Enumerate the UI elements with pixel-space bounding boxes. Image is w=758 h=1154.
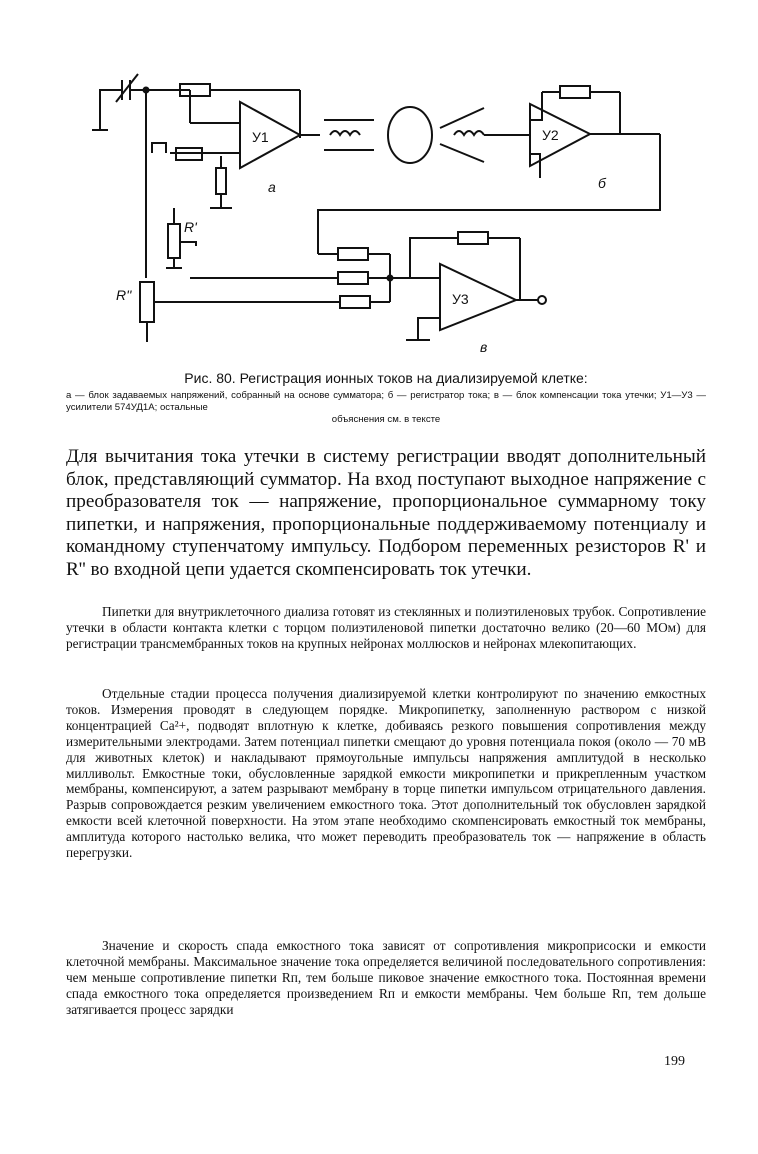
r-prime-label: R' <box>184 219 197 235</box>
intro-paragraph: Для вычитания тока утечки в систему регистрации вводят дополнительный блок, представляющий сумматор. На вход поступают выходное напряжение с преобразователя ток — напряжение, пропорциональное суммарному току пипетки, и напряжения, пропорциональные поддерживаемому потенциалу и командному ступенчатому импульсу. Подбором переменных резисторов R' и R'' во входной цепи удается скомпенсировать ток утечки. <box>66 446 706 580</box>
caption-legend-text: а — блок задаваемых напряжений, собранный на основе сумматора; б — регистратор тока; в — блок компенсации тока утечки; У1—У3 — усилители 574УД1А; остальные <box>66 390 706 413</box>
page-number: 199 <box>664 1054 685 1069</box>
paragraph-1-text: Пипетки для внутриклеточного диализа готовят из стеклянных и полиэтиленовых трубок. Сопротивление утечки в области контакта клетки с торцом полиэтиленовой пипетки достаточно велико (20—60 МОм) для регистрации трансмембранных токов на крупных нейронах моллюсков и нейронах млекопитающих. <box>66 604 706 651</box>
caption-legend-end: объяснения см. в тексте <box>331 414 441 425</box>
block-a-label: а <box>268 179 276 195</box>
u2-label: У2 <box>542 127 559 143</box>
circuit-diagram <box>80 68 680 358</box>
u1-label: У1 <box>252 129 269 145</box>
paragraph-2-text: Отдельные стадии процесса получения диализируемой клетки контролируют по значению емкостных токов. Измерения проводят в следующем порядке. Микропипетку, заполненную раствором с низкой концентрацией Ca²+, подводят вплотную к клетке, добиваясь резкого повышения сопротивления между измерительными электродами. Затем потенциал пипетки смещают до уровня потенциала покоя (около — 70 мВ для животных клеток) и накладывают прямоугольные импульсы напряжения амплитудой в несколько милливольт. Емкостные токи, обусловленные зарядкой емкости микропипетки и прикрепленным участком мембраны, компенсируют, а затем разрывают мембрану в торце пипетки импульсом отрицательного давления. Разрыв сопровождается резким увеличением емкостного тока. Этот дополнительный ток обусловлен зарядкой емкости всей клеточной поверхности. На этом этапе необходимо скомпенсировать емкостный ток мембраны, амплитуда которого настолько велика, что может переводить преобразователь ток — напряжение в область перегрузки. <box>66 686 706 861</box>
figure-caption-title: Рис. 80. Регистрация ионных токов на диализируемой клетке: <box>184 370 588 386</box>
u3-label: У3 <box>452 291 469 307</box>
paragraph-1 <box>66 604 706 652</box>
paragraph-2 <box>66 686 706 861</box>
paragraph-3 <box>66 938 706 1018</box>
paragraph-3-text: Значение и скорость спада емкостного тока зависят от сопротивления микроприсоски и емкости клеточной мембраны. Максимальное значение тока определяется величиной последовательного сопротивления: чем меньше сопротивление пипетки Rп, тем больше пиковое значение емкостного тока. Постоянная времени спада емкостного тока определяется произведением Rп и емкости мембраны. Чем больше Rп, тем дольше затягивается процесс зарядки <box>66 938 706 1017</box>
block-b-label: б <box>598 175 606 191</box>
block-v-label: в <box>480 339 488 355</box>
figure-caption-legend <box>66 390 706 426</box>
r-double-prime-label: R'' <box>116 287 132 303</box>
